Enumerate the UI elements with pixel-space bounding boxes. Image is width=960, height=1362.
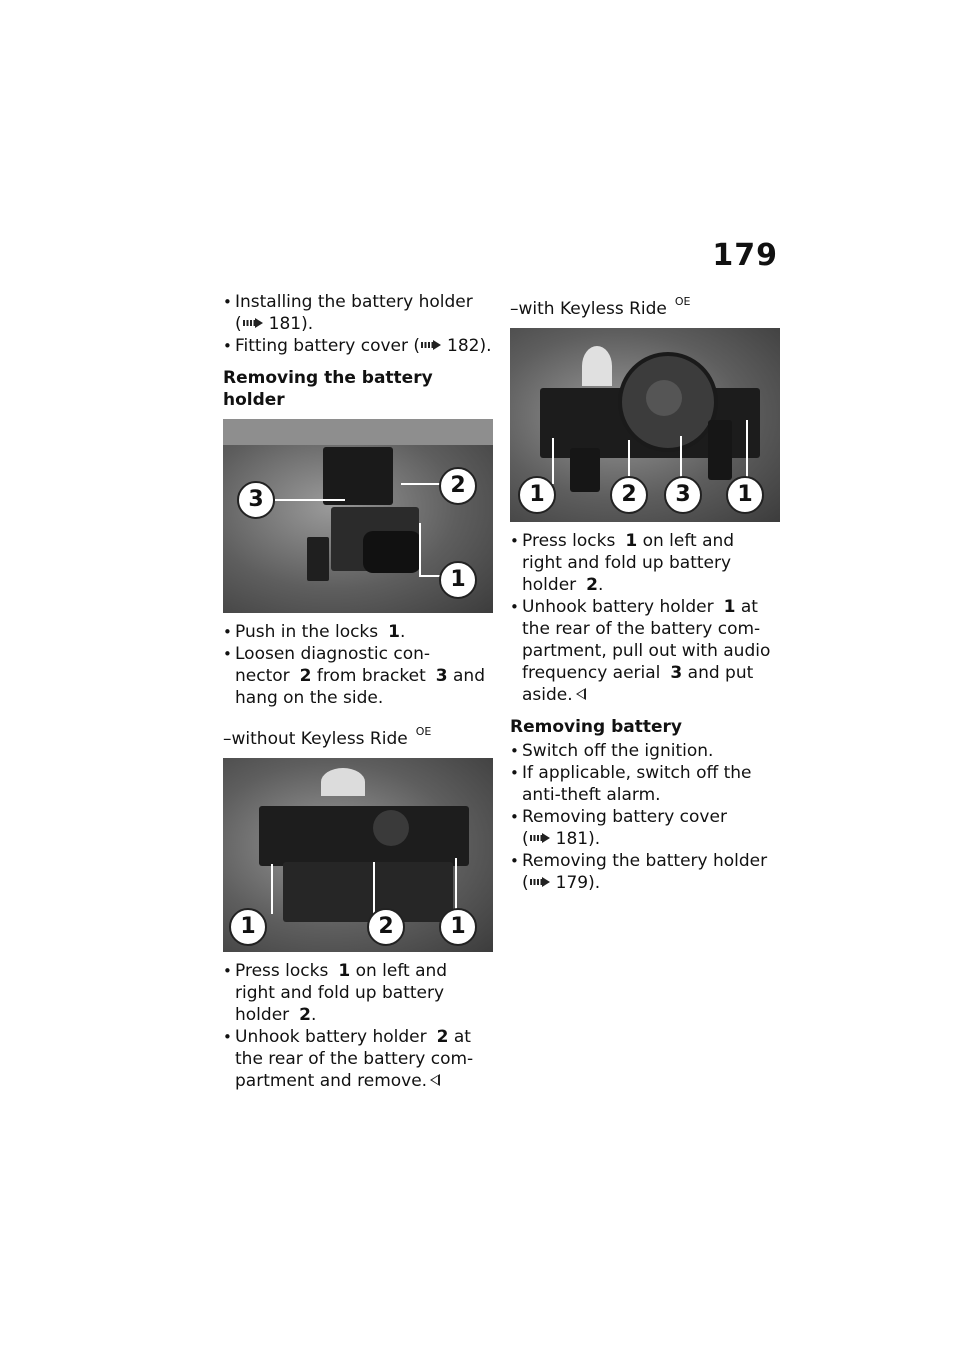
page-reference-link[interactable]: 181). bbox=[268, 314, 314, 334]
callout-2: 2 bbox=[610, 476, 648, 514]
variant-label: –without Keyless Ride $^{OE}$ bbox=[223, 725, 432, 749]
list-item: • Fitting battery cover ( 182). bbox=[223, 335, 495, 357]
page-reference-arrow-icon bbox=[530, 833, 552, 843]
battery-holder-photo bbox=[223, 419, 493, 613]
list-item: • Press locks 1 on left and right and fold up battery holder 2. bbox=[223, 960, 495, 1026]
list-item: • If applicable, switch off the anti-theft alarm. bbox=[510, 762, 782, 806]
page-reference-link[interactable]: 179). bbox=[555, 873, 601, 893]
list-item: • Installing the battery holder ( 181). bbox=[223, 291, 495, 335]
oe-superscript: OE bbox=[674, 295, 691, 308]
page-reference-link[interactable]: 181). bbox=[555, 829, 601, 849]
section-heading: Removing the battery holder bbox=[223, 368, 433, 410]
list-item: • Unhook battery holder 2 at the rear of the battery com- partment and remove. bbox=[223, 1026, 495, 1092]
end-of-section-icon bbox=[430, 1074, 440, 1086]
variant-label: –with Keyless Ride $^{OE}$ bbox=[510, 295, 691, 319]
left-column bbox=[223, 291, 495, 1092]
callout-1: 1 bbox=[518, 476, 556, 514]
page-reference-arrow-icon bbox=[243, 318, 265, 328]
section-heading: Removing battery bbox=[510, 717, 683, 737]
battery-holder-with-keyless-photo bbox=[510, 328, 780, 522]
list-item: • Removing battery cover ( 181). bbox=[510, 806, 782, 850]
oe-superscript: OE bbox=[415, 725, 432, 738]
list-item: • Removing the battery holder ( 179). bbox=[510, 850, 782, 894]
callout-2: 2 bbox=[439, 467, 477, 505]
list-item: • Loosen diagnostic con- nector 2 from bracket 3 and hang on the side. bbox=[223, 643, 495, 709]
callout-1: 1 bbox=[726, 476, 764, 514]
page-reference-arrow-icon bbox=[421, 340, 443, 350]
page-reference-link[interactable]: 182). bbox=[447, 336, 492, 356]
page-number: 179 bbox=[712, 238, 778, 273]
callout-1: 1 bbox=[439, 908, 477, 946]
callout-3: 3 bbox=[237, 481, 275, 519]
callout-1: 1 bbox=[229, 908, 267, 946]
list-item: • Push in the locks 1. bbox=[223, 621, 495, 643]
list-item: • Switch off the ignition. bbox=[510, 740, 782, 762]
page-reference-arrow-icon bbox=[530, 877, 552, 887]
battery-holder-without-keyless-photo bbox=[223, 758, 493, 952]
right-column bbox=[510, 291, 782, 894]
callout-1: 1 bbox=[439, 561, 477, 599]
callout-2: 2 bbox=[367, 908, 405, 946]
list-item: • Unhook battery holder 1 at the rear of the battery com- partment, pull out with audio frequency aerial 3 and put aside. bbox=[510, 596, 782, 706]
list-item: • Press locks 1 on left and right and fold up battery holder 2. bbox=[510, 530, 782, 596]
end-of-section-icon bbox=[576, 688, 586, 700]
callout-3: 3 bbox=[664, 476, 702, 514]
